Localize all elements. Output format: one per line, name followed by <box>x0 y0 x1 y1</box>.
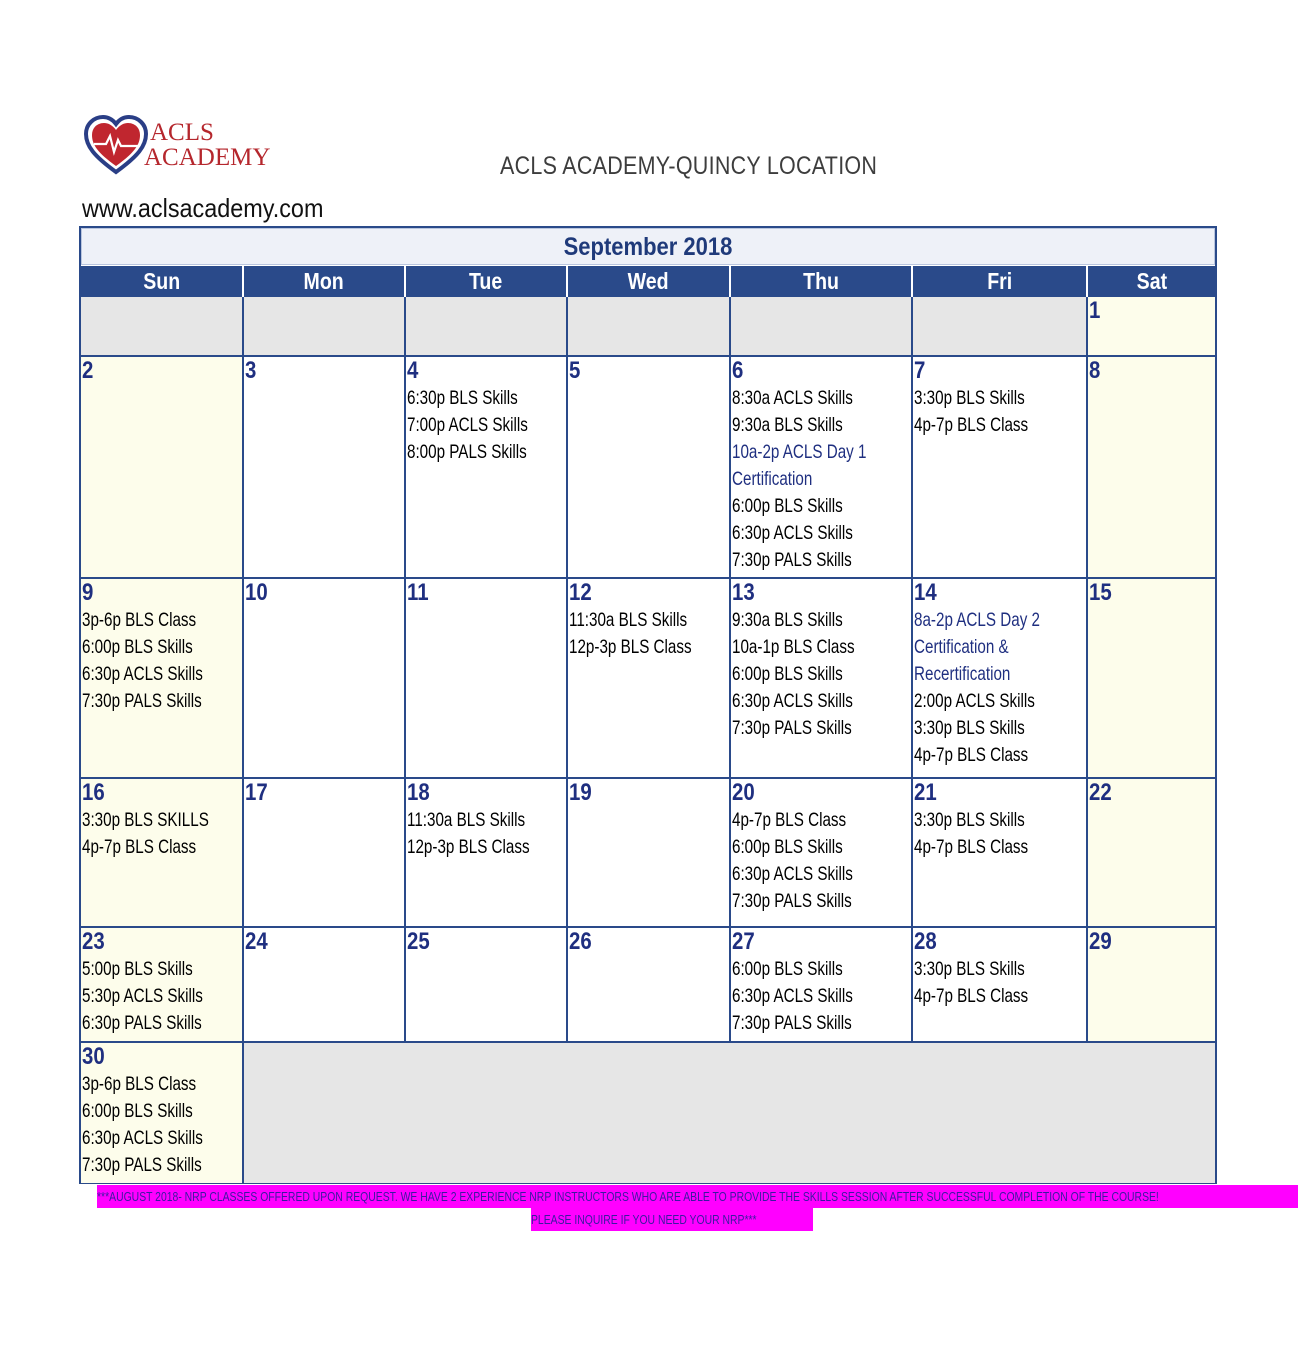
event-entry: Certification <box>732 468 813 490</box>
day-cell-7 <box>913 357 1088 579</box>
event-entry: 3p-6p BLS Class <box>82 609 197 631</box>
event-entry: 7:30p PALS Skills <box>732 1012 852 1034</box>
event-entry: 3:30p BLS Skills <box>914 809 1025 831</box>
day-number: 10 <box>245 579 268 606</box>
day-number: 7 <box>914 357 926 384</box>
day-number: 3 <box>245 357 257 384</box>
day-number: 14 <box>914 579 937 606</box>
day-number: 26 <box>569 928 592 955</box>
event-entry: 7:30p PALS Skills <box>732 549 852 571</box>
day-number: 30 <box>82 1043 105 1070</box>
weekday-header-row <box>81 266 1215 297</box>
day-cell-18 <box>406 779 568 928</box>
event-entry: 12p-3p BLS Class <box>569 636 692 658</box>
day-number: 21 <box>914 779 937 806</box>
day-cell-4 <box>406 357 568 579</box>
event-entry: 11:30a BLS Skills <box>569 609 688 631</box>
event-entry: 6:30p ACLS Skills <box>732 522 853 544</box>
day-number: 8 <box>1089 357 1101 384</box>
event-entry: 9:30a BLS Skills <box>732 414 843 436</box>
website-url[interactable]: www.aclsacademy.com <box>82 193 324 223</box>
event-entry: 6:30p BLS Skills <box>407 387 518 409</box>
weekday-mon: Mon <box>244 266 406 297</box>
empty-day-cell <box>244 297 406 357</box>
event-list <box>731 956 911 1037</box>
day-cell-28 <box>913 928 1088 1043</box>
empty-day-cell <box>731 297 913 357</box>
event-list <box>913 385 1086 439</box>
day-cell-20 <box>731 779 913 928</box>
day-number: 9 <box>82 579 94 606</box>
event-entry: 10a-1p BLS Class <box>732 636 855 658</box>
event-entry: 9:30a BLS Skills <box>732 609 843 631</box>
event-entry: 11:30a BLS Skills <box>407 809 526 831</box>
day-number: 28 <box>914 928 937 955</box>
weekday-thu: Thu <box>731 266 913 297</box>
event-entry: 7:00p ACLS Skills <box>407 414 528 436</box>
event-entry: 7:30p PALS Skills <box>732 890 852 912</box>
weekday-fri: Fri <box>913 266 1088 297</box>
day-number: 24 <box>245 928 268 955</box>
day-cell-2 <box>81 357 244 579</box>
event-list <box>731 607 911 742</box>
day-number: 1 <box>1089 297 1101 324</box>
day-cell-27 <box>731 928 913 1043</box>
event-entry: 4p-7p BLS Class <box>82 836 197 858</box>
event-list <box>81 956 242 1037</box>
day-cell-8 <box>1088 357 1215 579</box>
day-number: 20 <box>732 779 755 806</box>
event-entry: 6:00p BLS Skills <box>82 1100 193 1122</box>
day-cell-17 <box>244 779 406 928</box>
day-number: 5 <box>569 357 581 384</box>
month-title: September 2018 <box>563 233 733 261</box>
event-list <box>406 385 566 466</box>
event-list <box>913 607 1086 769</box>
nrp-notice-line-2: PLEASE INQUIRE IF YOU NEED YOUR NRP*** <box>531 1208 813 1231</box>
event-entry: 6:00p BLS Skills <box>732 958 843 980</box>
day-number: 18 <box>407 779 430 806</box>
day-cell-30 <box>81 1043 244 1183</box>
logo-wordmark <box>140 120 270 170</box>
day-cell-26 <box>568 928 731 1043</box>
day-cell-10 <box>244 579 406 779</box>
day-cell-3 <box>244 357 406 579</box>
day-cell-6 <box>731 357 913 579</box>
event-entry: 5:30p ACLS Skills <box>82 985 203 1007</box>
day-number: 2 <box>82 357 94 384</box>
day-number: 16 <box>82 779 105 806</box>
page-title: ACLS ACADEMY-QUINCY LOCATION <box>500 152 878 180</box>
event-entry: 6:00p BLS Skills <box>732 663 843 685</box>
event-entry: 4p-7p BLS Class <box>914 836 1029 858</box>
day-cell-11 <box>406 579 568 779</box>
empty-day-cell <box>406 297 568 357</box>
event-entry: 8:00p PALS Skills <box>407 441 527 463</box>
day-cell-29 <box>1088 928 1215 1043</box>
academy-logo <box>84 114 274 180</box>
event-entry: 6:00p BLS Skills <box>732 836 843 858</box>
weekday-wed: Wed <box>568 266 731 297</box>
event-list <box>81 607 242 715</box>
day-number: 22 <box>1089 779 1112 806</box>
event-list <box>568 607 729 661</box>
day-number: 19 <box>569 779 592 806</box>
day-cell-23 <box>81 928 244 1043</box>
event-entry: 6:30p ACLS Skills <box>82 1127 203 1149</box>
empty-day-cell <box>913 297 1088 357</box>
weekday-sun: Sun <box>81 266 244 297</box>
day-number: 11 <box>407 579 429 606</box>
day-number: 27 <box>732 928 755 955</box>
event-entry: 7:30p PALS Skills <box>732 717 852 739</box>
event-entry: 6:00p BLS Skills <box>732 495 843 517</box>
event-entry: 7:30p PALS Skills <box>82 690 202 712</box>
event-entry: 6:30p ACLS Skills <box>732 690 853 712</box>
logo-line-1: ACLS <box>150 119 214 146</box>
event-entry: Certification & <box>914 636 1009 658</box>
event-entry: 4p-7p BLS Class <box>914 414 1029 436</box>
event-entry: 3:30p BLS Skills <box>914 717 1025 739</box>
event-entry: 6:30p ACLS Skills <box>732 985 853 1007</box>
event-list <box>406 807 566 861</box>
day-cell-15 <box>1088 579 1215 779</box>
day-cell-14 <box>913 579 1088 779</box>
day-cell-22 <box>1088 779 1215 928</box>
event-entry: 12p-3p BLS Class <box>407 836 530 858</box>
event-list <box>731 807 911 915</box>
day-cell-9 <box>81 579 244 779</box>
day-number: 17 <box>245 779 268 806</box>
day-cell-1 <box>1088 297 1215 357</box>
day-number: 13 <box>732 579 755 606</box>
day-number: 12 <box>569 579 592 606</box>
event-entry: 7:30p PALS Skills <box>82 1154 202 1176</box>
event-entry: 8a-2p ACLS Day 2 <box>914 609 1040 631</box>
heart-ecg-icon <box>84 114 148 178</box>
day-number: 6 <box>732 357 744 384</box>
event-entry: 8:30a ACLS Skills <box>732 387 853 409</box>
day-cell-21 <box>913 779 1088 928</box>
day-number: 23 <box>82 928 105 955</box>
event-list <box>913 807 1086 861</box>
event-entry: 5:00p BLS Skills <box>82 958 193 980</box>
calendar <box>79 226 1217 1184</box>
day-number: 4 <box>407 357 419 384</box>
event-list <box>731 385 911 574</box>
event-list <box>913 956 1086 1010</box>
month-header <box>81 228 1215 265</box>
event-entry: 4p-7p BLS Class <box>914 744 1029 766</box>
event-entry: 3:30p BLS Skills <box>914 387 1025 409</box>
event-entry: 4p-7p BLS Class <box>914 985 1029 1007</box>
event-list <box>81 807 242 861</box>
event-entry: 3p-6p BLS Class <box>82 1073 197 1095</box>
day-number: 25 <box>407 928 430 955</box>
weekday-tue: Tue <box>406 266 568 297</box>
day-cell-12 <box>568 579 731 779</box>
empty-day-cell <box>81 297 244 357</box>
day-cell-13 <box>731 579 913 779</box>
day-cell-5 <box>568 357 731 579</box>
day-cell-19 <box>568 779 731 928</box>
event-list <box>81 1071 242 1179</box>
event-entry: Recertification <box>914 663 1011 685</box>
weekday-sat: Sat <box>1136 268 1167 294</box>
event-entry: 10a-2p ACLS Day 1 <box>732 441 867 463</box>
event-entry: 3:30p BLS SKILLS <box>82 809 209 831</box>
empty-day-cell <box>244 1043 1215 1183</box>
event-entry: 3:30p BLS Skills <box>914 958 1025 980</box>
day-cell-24 <box>244 928 406 1043</box>
event-entry: 6:30p PALS Skills <box>82 1012 202 1034</box>
event-entry: 2:00p ACLS Skills <box>914 690 1035 712</box>
event-entry: 6:30p ACLS Skills <box>732 863 853 885</box>
event-entry: 4p-7p BLS Class <box>732 809 847 831</box>
event-entry: 6:30p ACLS Skills <box>82 663 203 685</box>
day-cell-25 <box>406 928 568 1043</box>
day-number: 15 <box>1089 579 1112 606</box>
day-number: 29 <box>1089 928 1112 955</box>
empty-day-cell <box>568 297 731 357</box>
event-entry: 6:00p BLS Skills <box>82 636 193 658</box>
logo-line-2: ACADEMY <box>144 144 271 171</box>
nrp-notice-line-1: ***AUGUST 2018- NRP CLASSES OFFERED UPON REQUEST. WE HAVE 2 EXPERIENCE NRP INSTRUCTORS WHO ARE ABLE TO PROVIDE THE SKILLS SESSION AFTER SUCCESSFUL COMPLETION OF THE COURSE! <box>97 1185 1298 1208</box>
day-cell-16 <box>81 779 244 928</box>
